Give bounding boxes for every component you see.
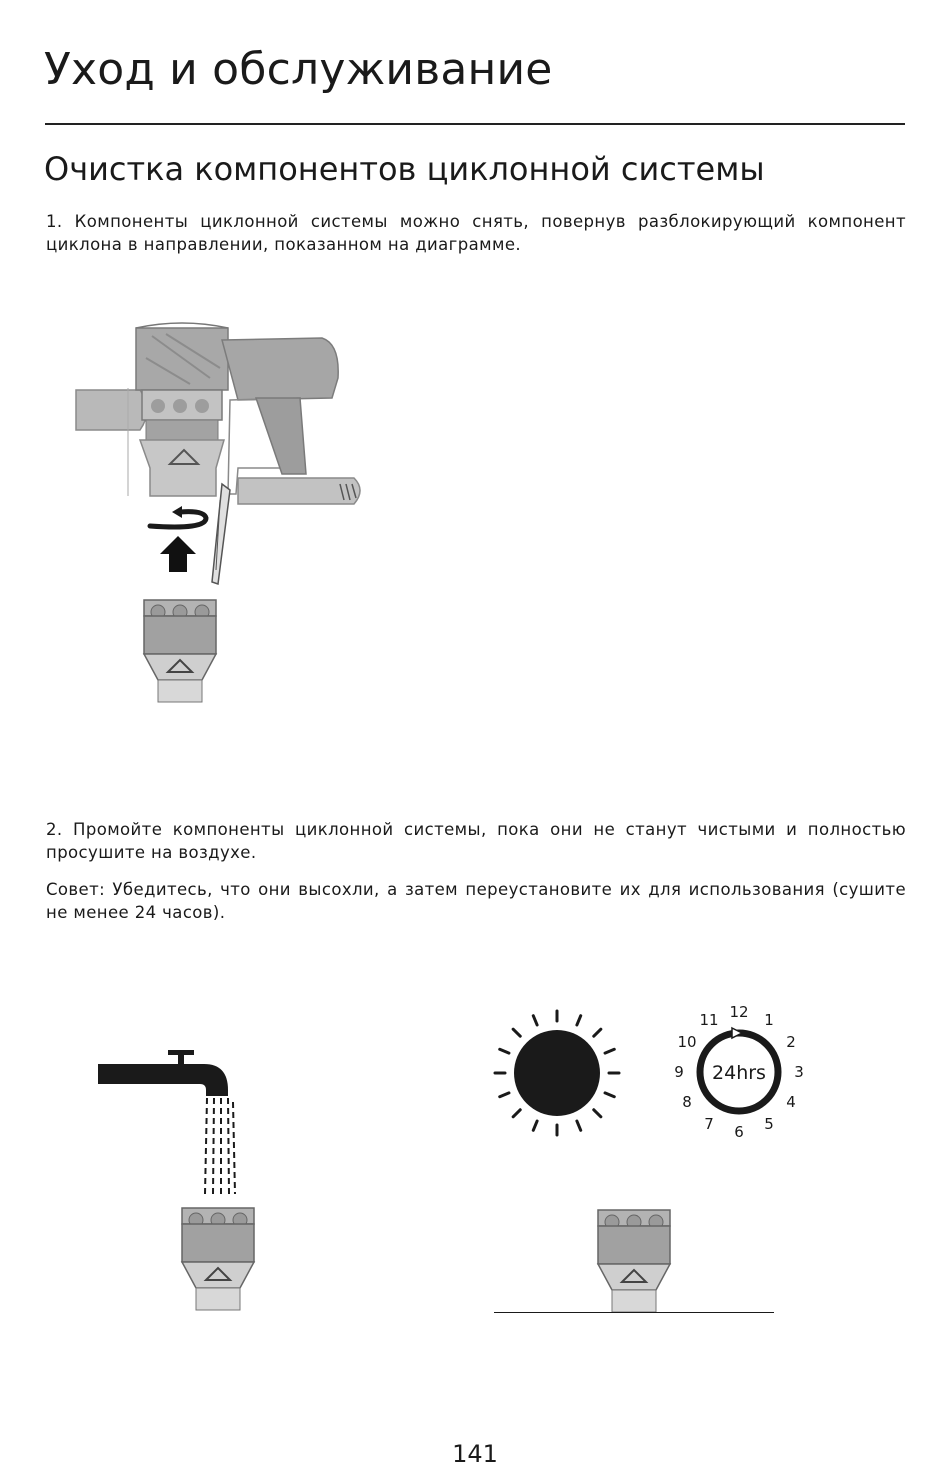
step-2-text: 2. Промойте компоненты циклонной системы, пока они не станут чистыми и полностью просушите на воздухе. [46,820,906,862]
clock-number: 7 [704,1114,714,1133]
cyclone-component-icon [140,598,220,704]
tip-text: Совет: Убедитесь, что они высохли, а затем переустановите их для использования (сушите не менее 24 часов). [46,880,906,922]
sun-ray [594,1029,601,1036]
sun-ray [577,1016,581,1025]
clock-number: 10 [677,1033,697,1051]
clock-number: 2 [786,1033,796,1051]
sun-icon [492,1008,622,1138]
clock-number: 11 [699,1011,719,1030]
cyclone-component-icon [178,1206,258,1312]
water-stream-icon [202,1096,236,1196]
clock-center-label: 24hrs [712,1062,766,1084]
sun-ray [500,1093,509,1097]
rotate-arrow-icon [142,506,216,536]
sun-ray [605,1049,614,1053]
page-title: Уход и обслуживание [44,44,553,95]
faucet-icon [96,1048,236,1098]
sun-ray [577,1121,581,1130]
section-title: Очистка компонентов циклонной системы [44,150,765,188]
cyclone-component-icon [594,1208,674,1314]
ground-line [494,1312,774,1313]
sun-ray [605,1093,614,1097]
clock-number: 8 [682,1093,692,1111]
clock-number: 9 [674,1063,684,1081]
clock-number: 4 [786,1093,796,1111]
up-arrow-icon [158,536,198,572]
clock-number: 6 [734,1123,744,1141]
sun-ray [594,1110,601,1117]
sun-ray [533,1016,537,1025]
clock-number: 1 [764,1011,774,1030]
clock-number: 12 [729,1003,749,1021]
title-divider [45,123,905,125]
sun-ray [513,1110,520,1117]
sun-ray [500,1049,509,1053]
sun-ray [533,1121,537,1130]
step-1-text: 1. Компоненты циклонной системы можно снять, повернув разблокирующий компонент циклона в направлении, показанном на диаграмме. [46,212,906,254]
clock-icon [668,1000,812,1148]
clock-number: 5 [764,1114,774,1133]
clock-number: 3 [794,1063,804,1081]
page-number: 141 [452,1440,498,1468]
sun-ray [513,1029,520,1036]
